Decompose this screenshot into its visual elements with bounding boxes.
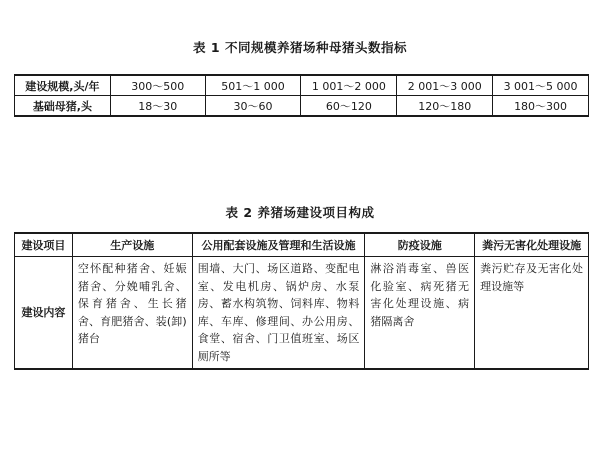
sow-count-table bbox=[14, 74, 589, 117]
table-cell: 2 001～3 000 bbox=[397, 75, 493, 96]
table-row bbox=[15, 257, 589, 370]
table-cell: 30～60 bbox=[205, 96, 301, 117]
table-cell: 18～30 bbox=[110, 96, 205, 117]
column-header: 防疫设施 bbox=[365, 233, 475, 257]
table-cell: 60～120 bbox=[301, 96, 397, 117]
table-cell bbox=[72, 257, 192, 370]
table1-caption: 表 1 不同规模养猪场种母猪头数指标 bbox=[193, 40, 407, 55]
table-row bbox=[15, 96, 589, 117]
table-cell bbox=[365, 257, 475, 370]
table-cell: 1 001～2 000 bbox=[301, 75, 397, 96]
epidemic-prevention-text: 淋浴消毒室、兽医化验室、病死猪无害化处理设施、病猪隔离舍 bbox=[370, 262, 470, 328]
row-header-sows: 基础母猪,头 bbox=[15, 96, 111, 117]
table-header-row bbox=[15, 233, 589, 257]
table-cell: 3 001～5 000 bbox=[493, 75, 589, 96]
table-cell bbox=[192, 257, 365, 370]
table-cell: 180～300 bbox=[493, 96, 589, 117]
column-header: 粪污无害化处理设施 bbox=[475, 233, 589, 257]
column-header: 公用配套设施及管理和生活设施 bbox=[192, 233, 365, 257]
production-facilities-text: 空怀配种猪舍、妊娠猪舍、分娩哺乳舍、保育猪舍、生长猪舍、育肥猪舍、装(卸)猪台 bbox=[77, 262, 187, 345]
waste-treatment-text: 粪污贮存及无害化处理设施等 bbox=[480, 262, 583, 293]
table-cell: 120～180 bbox=[397, 96, 493, 117]
table-cell: 300～500 bbox=[110, 75, 205, 96]
column-header: 生产设施 bbox=[72, 233, 192, 257]
table-cell: 501～1 000 bbox=[205, 75, 301, 96]
row-header-content: 建设内容 bbox=[15, 257, 73, 370]
public-facilities-text: 围墙、大门、场区道路、变配电室、发电机房、锅炉房、水泵房、蓄水构筑物、饲料库、物料库、车库、修理间、办公用房、食堂、宿舍、门卫值班室、场区厕所等 bbox=[197, 262, 360, 363]
column-header: 建设项目 bbox=[15, 233, 73, 257]
project-composition-table bbox=[14, 232, 589, 370]
table-row bbox=[15, 75, 589, 96]
table2-caption: 表 2 养猪场建设项目构成 bbox=[225, 205, 375, 220]
table-cell bbox=[475, 257, 589, 370]
row-header-scale: 建设规模,头/年 bbox=[15, 75, 111, 96]
